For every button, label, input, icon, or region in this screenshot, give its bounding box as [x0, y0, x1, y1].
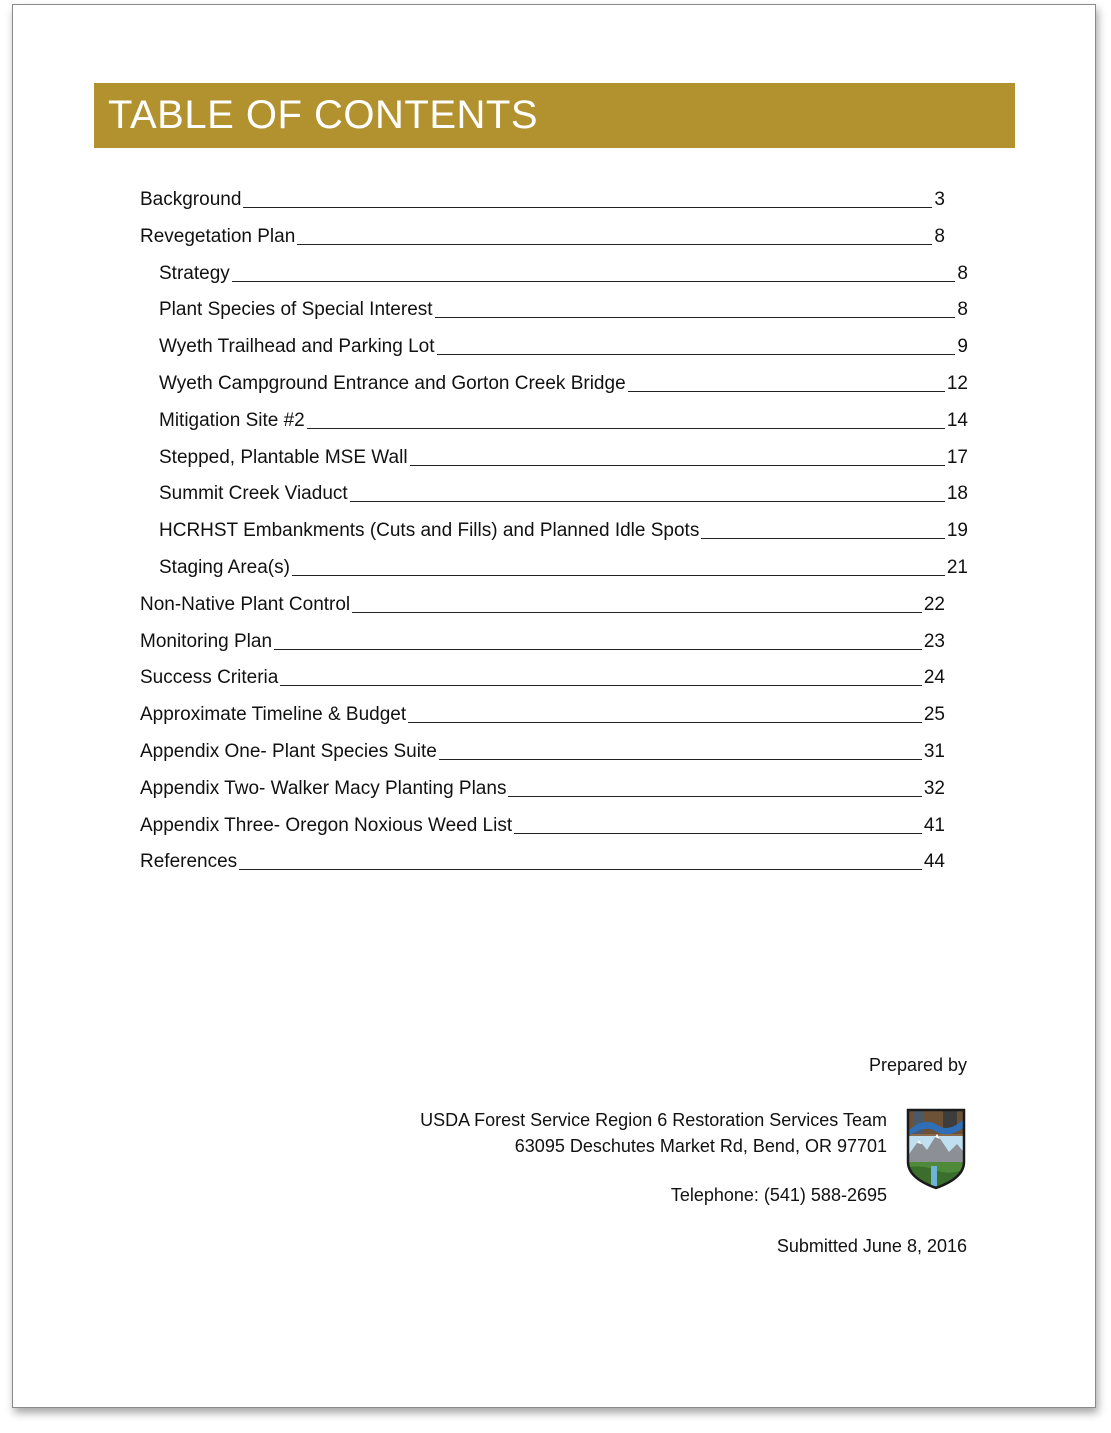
- toc-entry-page-number: 22: [923, 593, 945, 615]
- toc-entry[interactable]: [140, 845, 945, 873]
- toc-entry-label: Stepped, Plantable MSE Wall: [159, 446, 408, 468]
- toc-entry-page-number: 31: [923, 741, 945, 762]
- toc-entry-label: Revegetation Plan: [140, 225, 296, 247]
- toc-leader-line: [297, 244, 932, 245]
- toc-leader-line: [439, 759, 922, 760]
- toc-entry-label: Wyeth Trailhead and Parking Lot: [159, 336, 435, 358]
- toc-entry-label: Strategy: [159, 262, 230, 284]
- toc-entry-page-number: 44: [923, 851, 945, 873]
- toc-entry-page-number: 21: [946, 557, 968, 578]
- toc-entry[interactable]: [140, 220, 945, 248]
- toc-entry-label: References: [140, 851, 238, 873]
- toc-entry[interactable]: [140, 661, 945, 689]
- toc-entry[interactable]: [159, 404, 968, 432]
- toc-leader-line: [508, 796, 921, 797]
- toc-leader-line: [437, 354, 956, 355]
- organization-name: USDA Forest Service Region 6 Restoration Services Team: [420, 1110, 887, 1130]
- toc-entry-page-number: 19: [946, 520, 968, 542]
- toc-entry[interactable]: [140, 809, 945, 837]
- toc-entry[interactable]: [140, 735, 945, 763]
- toc-entry-label: Mitigation Site #2: [159, 409, 305, 431]
- toc-entry-page-number: 8: [934, 225, 945, 247]
- toc-entry[interactable]: [159, 551, 968, 579]
- shield-logo-icon: [905, 1106, 967, 1190]
- toc-entry-page-number: 3: [934, 189, 945, 210]
- toc-entry-page-number: 41: [923, 814, 945, 836]
- submitted-date: Submitted June 8, 2016: [776, 1236, 967, 1256]
- page-title: TABLE OF CONTENTS: [108, 93, 539, 137]
- toc-entry[interactable]: [140, 625, 945, 653]
- toc-leader-line: [292, 575, 945, 576]
- toc-entry-page-number: 17: [946, 446, 968, 468]
- toc-entry-page-number: 14: [946, 409, 968, 431]
- toc-leader-line: [280, 685, 922, 686]
- toc-entry[interactable]: [159, 477, 968, 505]
- toc-entry-label: Non-Native Plant Control: [140, 593, 351, 615]
- toc-entry[interactable]: [140, 698, 945, 726]
- toc-entry-label: Success Criteria: [140, 667, 279, 689]
- toc-leader-line: [701, 538, 945, 539]
- toc-entry-label: Appendix Three- Oregon Noxious Weed List: [140, 814, 513, 836]
- toc-entry-label: Background: [140, 189, 242, 210]
- toc-entry-label: Plant Species of Special Interest: [159, 299, 433, 321]
- document-page: [12, 4, 1096, 1408]
- toc-entry[interactable]: [140, 183, 945, 211]
- toc-entry-label: Monitoring Plan: [140, 630, 273, 652]
- toc-entry-page-number: 24: [923, 667, 945, 689]
- toc-entry-label: Staging Area(s): [159, 557, 290, 578]
- title-banner: [94, 83, 1015, 148]
- toc-entry-label: Appendix Two- Walker Macy Planting Plans: [140, 777, 507, 799]
- toc-entry-page-number: 25: [923, 704, 945, 726]
- organization-block: [420, 1107, 887, 1159]
- toc-entry[interactable]: [159, 257, 968, 285]
- toc-entry-label: Summit Creek Viaduct: [159, 483, 348, 505]
- toc-leader-line: [628, 391, 945, 392]
- toc-leader-line: [435, 317, 956, 318]
- toc-entry[interactable]: [159, 293, 968, 321]
- toc-leader-line: [232, 281, 956, 282]
- toc-entry[interactable]: [140, 772, 945, 800]
- toc-entry-page-number: 18: [946, 483, 968, 505]
- toc-entry-page-number: 23: [923, 630, 945, 652]
- toc-entry-page-number: 8: [957, 299, 968, 321]
- toc-leader-line: [239, 869, 922, 870]
- toc-leader-line: [410, 465, 945, 466]
- toc-entry-page-number: 12: [946, 373, 968, 394]
- toc-leader-line: [352, 612, 922, 613]
- toc-entry-label: HCRHST Embankments (Cuts and Fills) and Planned Idle Spots: [159, 520, 700, 542]
- toc-leader-line: [243, 207, 932, 208]
- toc-entry-label: Wyeth Campground Entrance and Gorton Creek Bridge: [159, 373, 626, 394]
- toc-entry-page-number: 9: [957, 336, 968, 358]
- toc-entry-label: Approximate Timeline & Budget: [140, 704, 407, 726]
- toc-leader-line: [408, 722, 922, 723]
- prepared-by-label: Prepared by: [868, 1055, 967, 1075]
- telephone-line: Telephone: (541) 588-2695: [670, 1185, 887, 1205]
- toc-leader-line: [307, 428, 945, 429]
- toc-leader-line: [350, 501, 945, 502]
- toc-entry[interactable]: [140, 588, 945, 616]
- toc-entry-page-number: 32: [923, 777, 945, 799]
- toc-entry[interactable]: [159, 367, 968, 395]
- toc-leader-line: [274, 649, 922, 650]
- toc-leader-line: [514, 833, 922, 834]
- organization-address: 63095 Deschutes Market Rd, Bend, OR 97701: [514, 1136, 887, 1156]
- toc-entry[interactable]: [159, 514, 968, 542]
- toc-entry-page-number: 8: [957, 262, 968, 284]
- toc-entry[interactable]: [159, 330, 968, 358]
- toc-entry-label: Appendix One- Plant Species Suite: [140, 741, 437, 762]
- toc-entry[interactable]: [159, 441, 968, 469]
